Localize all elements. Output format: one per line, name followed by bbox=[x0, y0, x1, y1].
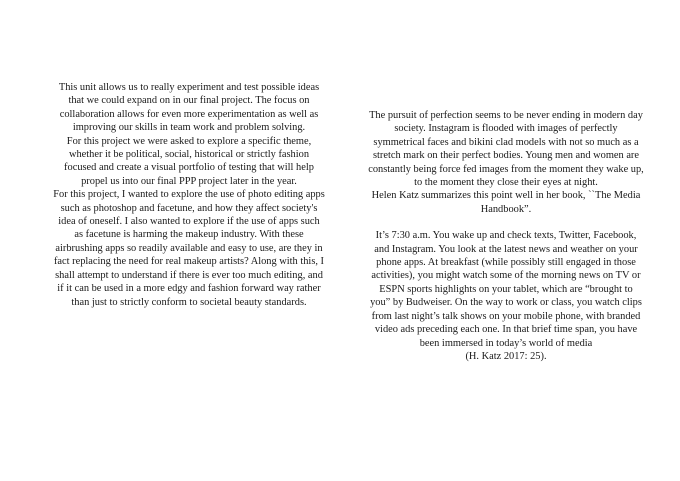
paragraph-gap bbox=[368, 216, 644, 229]
quote-lead-in: Helen Katz summarizes this point well in her book, ``The Media Handbook”. bbox=[371, 190, 641, 215]
unit-intro-paragraph: This unit allows us to really experiment and test possible ideas that we could expand on in our final project. The focus on collaboration allows for even more experimentation as well as improving our skills in team work and problem solving. bbox=[58, 82, 320, 134]
perfection-paragraph: The pursuit of perfection seems to be never ending in modern day society. Instagram is flooded with images of perfectly symmetrical faces and bikini clad models with not so much as a stretch mark on their perfect bodies. Young men and women are constantly being force fed images from the moment they wake up, to the moment they close their eyes at night. bbox=[368, 110, 644, 189]
quote-citation: (H. Katz 2017: 25). bbox=[465, 350, 547, 362]
project-aim-paragraph: For this project, I wanted to explore the use of photo editing apps such as photoshop and facetune, and how they affect society's idea of oneself. I also wanted to explore if the use of apps such as facetune is harming the makeup industry. With these airbrushing apps so readily available and easy to use, are they in fact replacing the need for real makeup artists? Along with this, I shall attempt to understand if there is ever too much editing, and if it can be used in a more edgy and fashion forward way rather than just to strictly conform to societal beauty standards. bbox=[53, 189, 325, 308]
project-brief-paragraph: For this project we were asked to explore a specific theme, whether it be political, social, historical or strictly fashion focused and create a visual portfolio of testing that will help propel us into our final PPP project later in the year. bbox=[64, 135, 314, 187]
left-column bbox=[53, 81, 325, 309]
block-quote: It’s 7:30 a.m. You wake up and check texts, Twitter, Facebook, and Instagram. You look at the latest news and weather on your phone apps. At breakfast (while possibly still engaged in those activities), you might watch some of the morning news on TV or ESPN sports highlights on your tablet, which are “brought to you” by Budweiser. On the way to work or class, you watch clips from last night’s talk shows on your mobile phone, with branded video ads preceding each one. In that brief time span, you have been immersed in today’s world of media bbox=[370, 230, 642, 349]
right-column bbox=[368, 109, 644, 363]
